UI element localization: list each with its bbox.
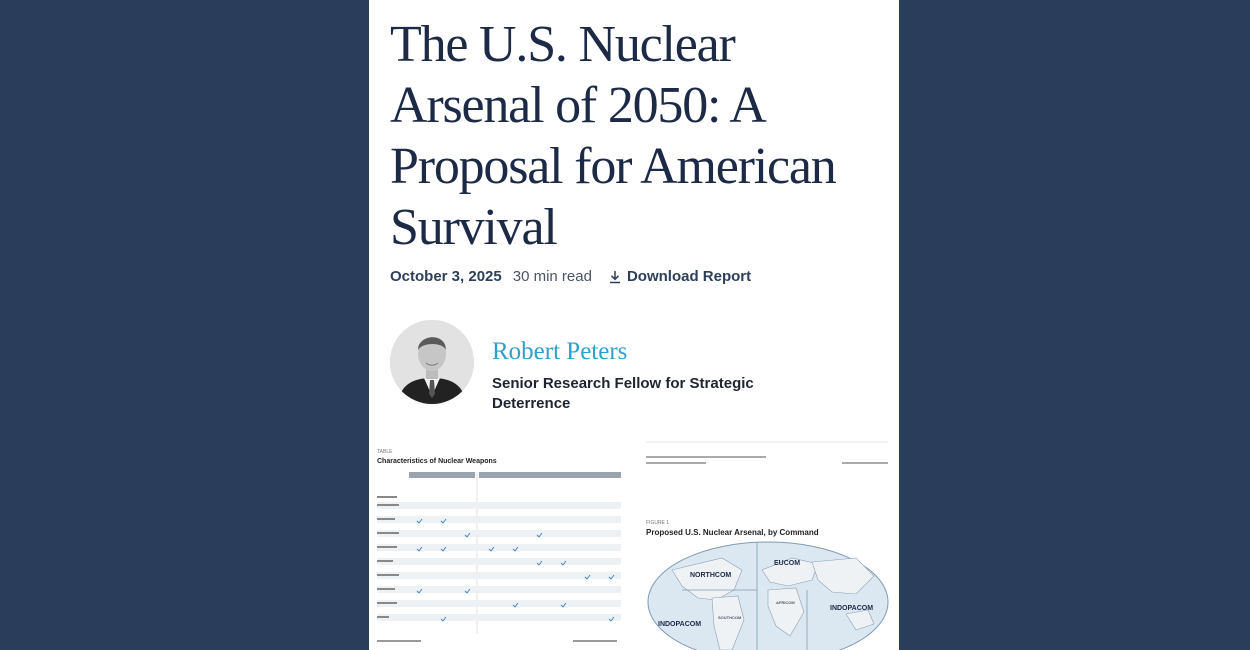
map-label-africom: AFRICOM — [776, 600, 795, 605]
article-title: The U.S. Nuclear Arsenal of 2050: A Proposal for American Survival — [390, 16, 836, 256]
publish-date: October 3, 2025 — [390, 268, 502, 285]
figure-label: FIGURE 1 — [646, 520, 670, 526]
author-name-link[interactable]: Robert Peters — [492, 338, 628, 365]
map-label-southcom: SOUTHCOM — [718, 615, 742, 620]
table-label: TABLE — [377, 449, 393, 455]
author-block — [390, 320, 880, 410]
map-label-northcom: NORTHCOM — [690, 572, 732, 579]
map-label-indopacom-east: INDOPACOM — [830, 605, 874, 612]
article-meta — [390, 268, 880, 285]
nuclear-weapons-table-thumbnail[interactable] — [373, 444, 625, 650]
map-label-eucom: EUCOM — [774, 560, 801, 567]
world-map-graphic — [642, 440, 892, 650]
download-report-label: Download Report — [626, 268, 752, 285]
read-time: 30 min read — [512, 268, 592, 285]
map-label-indopacom-west: INDOPACOM — [658, 621, 702, 628]
download-report-link[interactable] — [609, 268, 751, 285]
download-icon — [609, 270, 621, 284]
table-graphic — [373, 444, 625, 650]
author-role: Senior Research Fellow for Strategic Deterrence — [492, 375, 754, 412]
nuclear-arsenal-map-thumbnail[interactable] — [642, 440, 892, 650]
map-title: Proposed U.S. Nuclear Arsenal, by Command — [646, 528, 819, 537]
article-panel — [369, 0, 899, 650]
table-title: Characteristics of Nuclear Weapons — [377, 458, 497, 465]
author-avatar[interactable] — [390, 320, 474, 404]
